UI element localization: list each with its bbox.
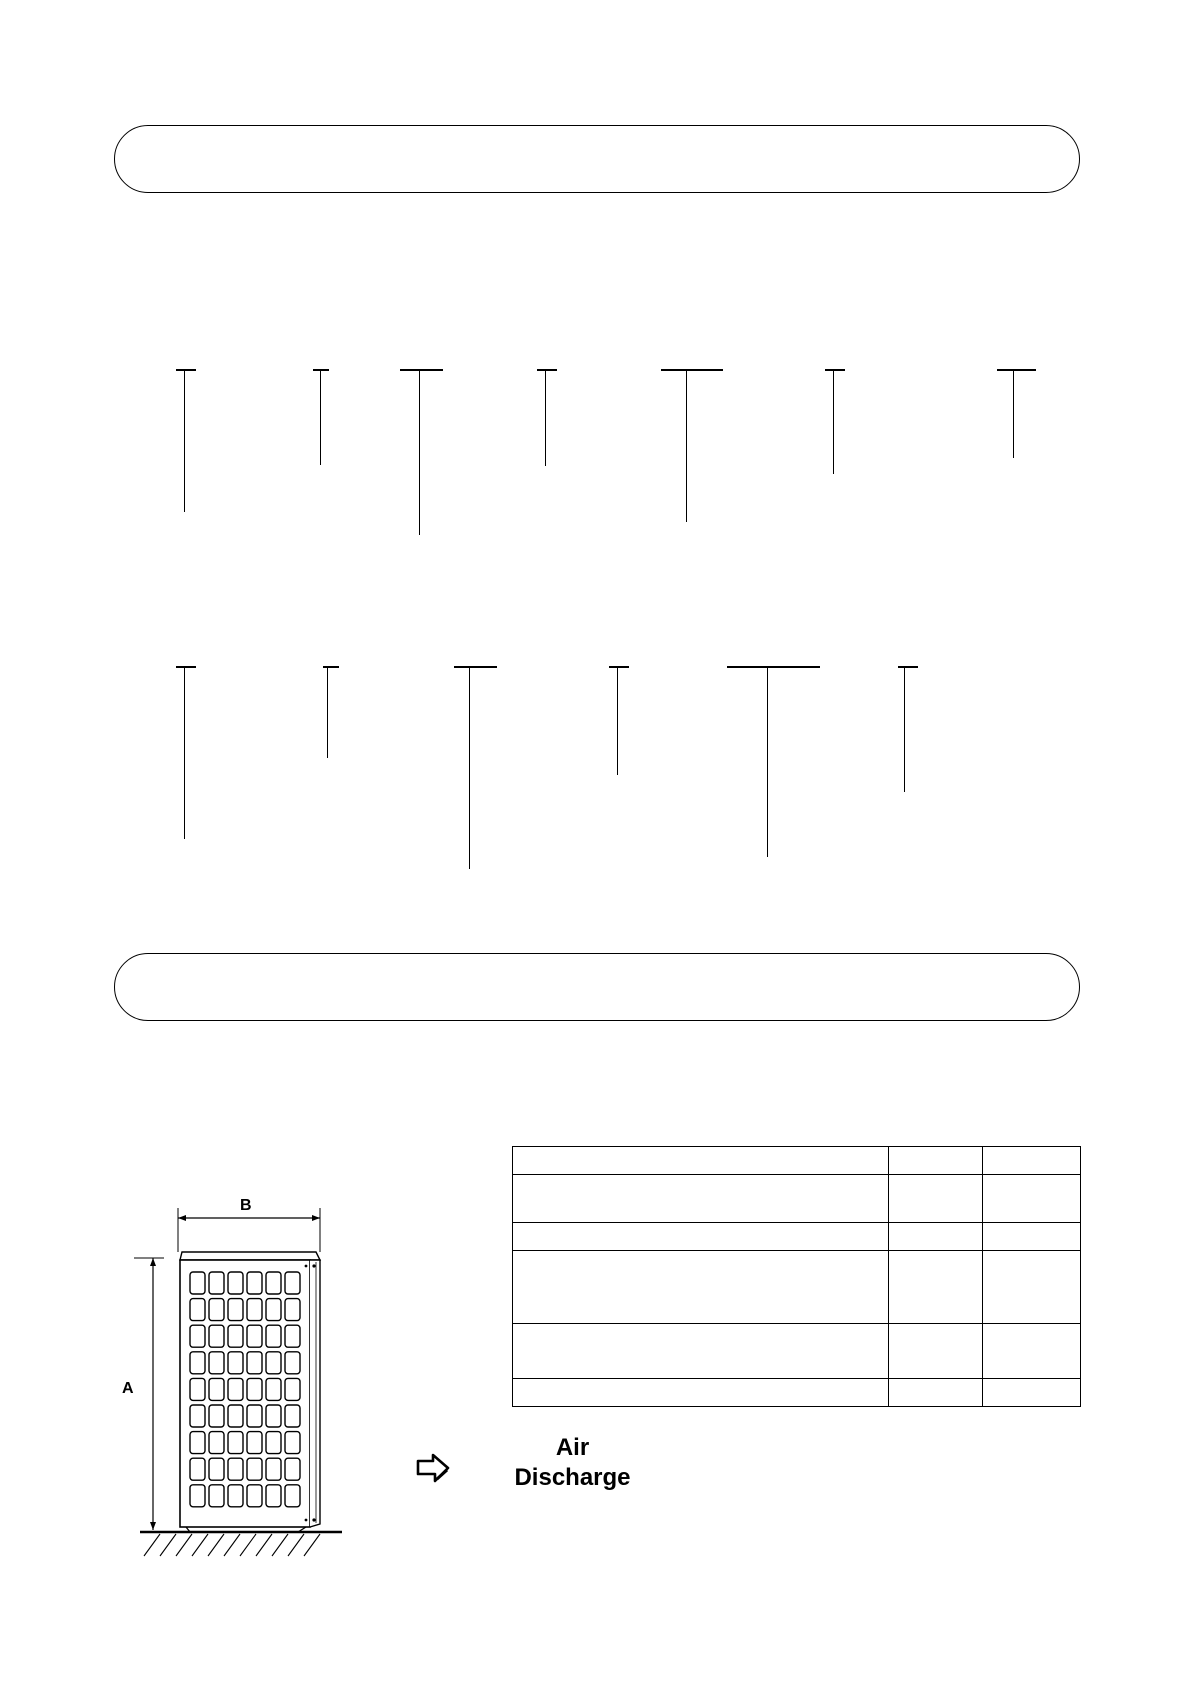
- spec-table: [512, 1146, 1081, 1407]
- table-cell: [983, 1324, 1081, 1379]
- grille-cell: [285, 1485, 300, 1507]
- table-cell: [983, 1175, 1081, 1223]
- table-cell: [513, 1379, 889, 1407]
- grille-cell: [285, 1272, 300, 1294]
- grille-cell: [266, 1458, 281, 1480]
- grille-cell: [190, 1299, 205, 1321]
- callout-line: [323, 666, 339, 668]
- air-discharge-label: [505, 1433, 640, 1493]
- grille-cell: [228, 1272, 243, 1294]
- grille-cell: [228, 1299, 243, 1321]
- grille-cell: [285, 1299, 300, 1321]
- grille-cell: [190, 1485, 205, 1507]
- air-discharge-arrow-icon: [414, 1452, 452, 1484]
- grille-cell: [266, 1325, 281, 1347]
- callout-line: [997, 369, 1036, 371]
- grille-cell: [228, 1405, 243, 1427]
- grille-cell: [190, 1405, 205, 1427]
- grille-cell: [266, 1405, 281, 1427]
- table-cell: [983, 1251, 1081, 1324]
- grille-cell: [247, 1485, 262, 1507]
- grille-cell: [266, 1485, 281, 1507]
- grille-cell: [209, 1405, 224, 1427]
- grille-cell: [266, 1272, 281, 1294]
- grille-cell: [228, 1325, 243, 1347]
- grille-cell: [209, 1378, 224, 1400]
- grille-cell: [285, 1352, 300, 1374]
- table-row: [513, 1324, 1081, 1379]
- table-cell: [889, 1324, 983, 1379]
- grille-cell: [285, 1325, 300, 1347]
- table-cell: [513, 1251, 889, 1324]
- callout-line: [609, 666, 629, 668]
- table-row: [513, 1147, 1081, 1175]
- grille-cell: [209, 1432, 224, 1454]
- callout-line: [661, 369, 723, 371]
- grille-cell: [190, 1325, 205, 1347]
- callout-line: [313, 369, 329, 371]
- grille-cell: [190, 1352, 205, 1374]
- dimension-a-label: A: [122, 1380, 134, 1397]
- table-row: [513, 1223, 1081, 1251]
- table-cell: [513, 1324, 889, 1379]
- table-cell: [983, 1223, 1081, 1251]
- outdoor-unit-diagram: [120, 1190, 360, 1570]
- grille-cell: [209, 1272, 224, 1294]
- table-cell: [513, 1223, 889, 1251]
- air-discharge-line-2: Discharge: [514, 1464, 631, 1491]
- grille-cell: [247, 1405, 262, 1427]
- grille-cell: [209, 1325, 224, 1347]
- grille-cell: [228, 1485, 243, 1507]
- grille-cell: [266, 1299, 281, 1321]
- grille-cell: [209, 1458, 224, 1480]
- grille-cell: [266, 1352, 281, 1374]
- grille-cell: [228, 1458, 243, 1480]
- table-cell: [983, 1147, 1081, 1175]
- table-cell: [889, 1223, 983, 1251]
- grille-cell: [247, 1325, 262, 1347]
- table-row: [513, 1251, 1081, 1324]
- grille-cell: [247, 1272, 262, 1294]
- table-cell: [889, 1175, 983, 1223]
- grille-cell: [209, 1352, 224, 1374]
- callout-line: [400, 369, 443, 371]
- grille-cell: [247, 1432, 262, 1454]
- dimension-b-label: B: [240, 1197, 252, 1214]
- grille-cell: [228, 1378, 243, 1400]
- callout-line: [825, 369, 845, 371]
- grille-cell: [228, 1432, 243, 1454]
- table-row: [513, 1175, 1081, 1223]
- grille-cell: [266, 1432, 281, 1454]
- grille-cell: [228, 1352, 243, 1374]
- callout-line: [176, 666, 196, 668]
- grille-cell: [247, 1378, 262, 1400]
- grille-cell: [209, 1485, 224, 1507]
- table-cell: [889, 1379, 983, 1407]
- table-cell: [889, 1147, 983, 1175]
- table-cell: [983, 1379, 1081, 1407]
- grille-cell: [285, 1432, 300, 1454]
- callout-line: [537, 369, 557, 371]
- top-banner: [114, 125, 1080, 193]
- callout-line: [454, 666, 497, 668]
- grille-cell: [209, 1299, 224, 1321]
- grille-cell: [285, 1405, 300, 1427]
- table-cell: [513, 1175, 889, 1223]
- table-row: [513, 1379, 1081, 1407]
- callout-line: [727, 666, 820, 668]
- grille-cell: [247, 1352, 262, 1374]
- callout-line: [898, 666, 918, 668]
- table-cell: [889, 1251, 983, 1324]
- middle-banner: [114, 953, 1080, 1021]
- grille-cell: [190, 1458, 205, 1480]
- grille-cell: [266, 1378, 281, 1400]
- air-discharge-line-1: Air: [555, 1434, 590, 1461]
- grille-cell: [190, 1432, 205, 1454]
- grille-cell: [247, 1299, 262, 1321]
- table-cell: [513, 1147, 889, 1175]
- grille-cell: [247, 1458, 262, 1480]
- callout-line: [176, 369, 196, 371]
- grille-cell: [190, 1272, 205, 1294]
- grille-cell: [285, 1378, 300, 1400]
- grille-cell: [190, 1378, 205, 1400]
- grille-cell: [285, 1458, 300, 1480]
